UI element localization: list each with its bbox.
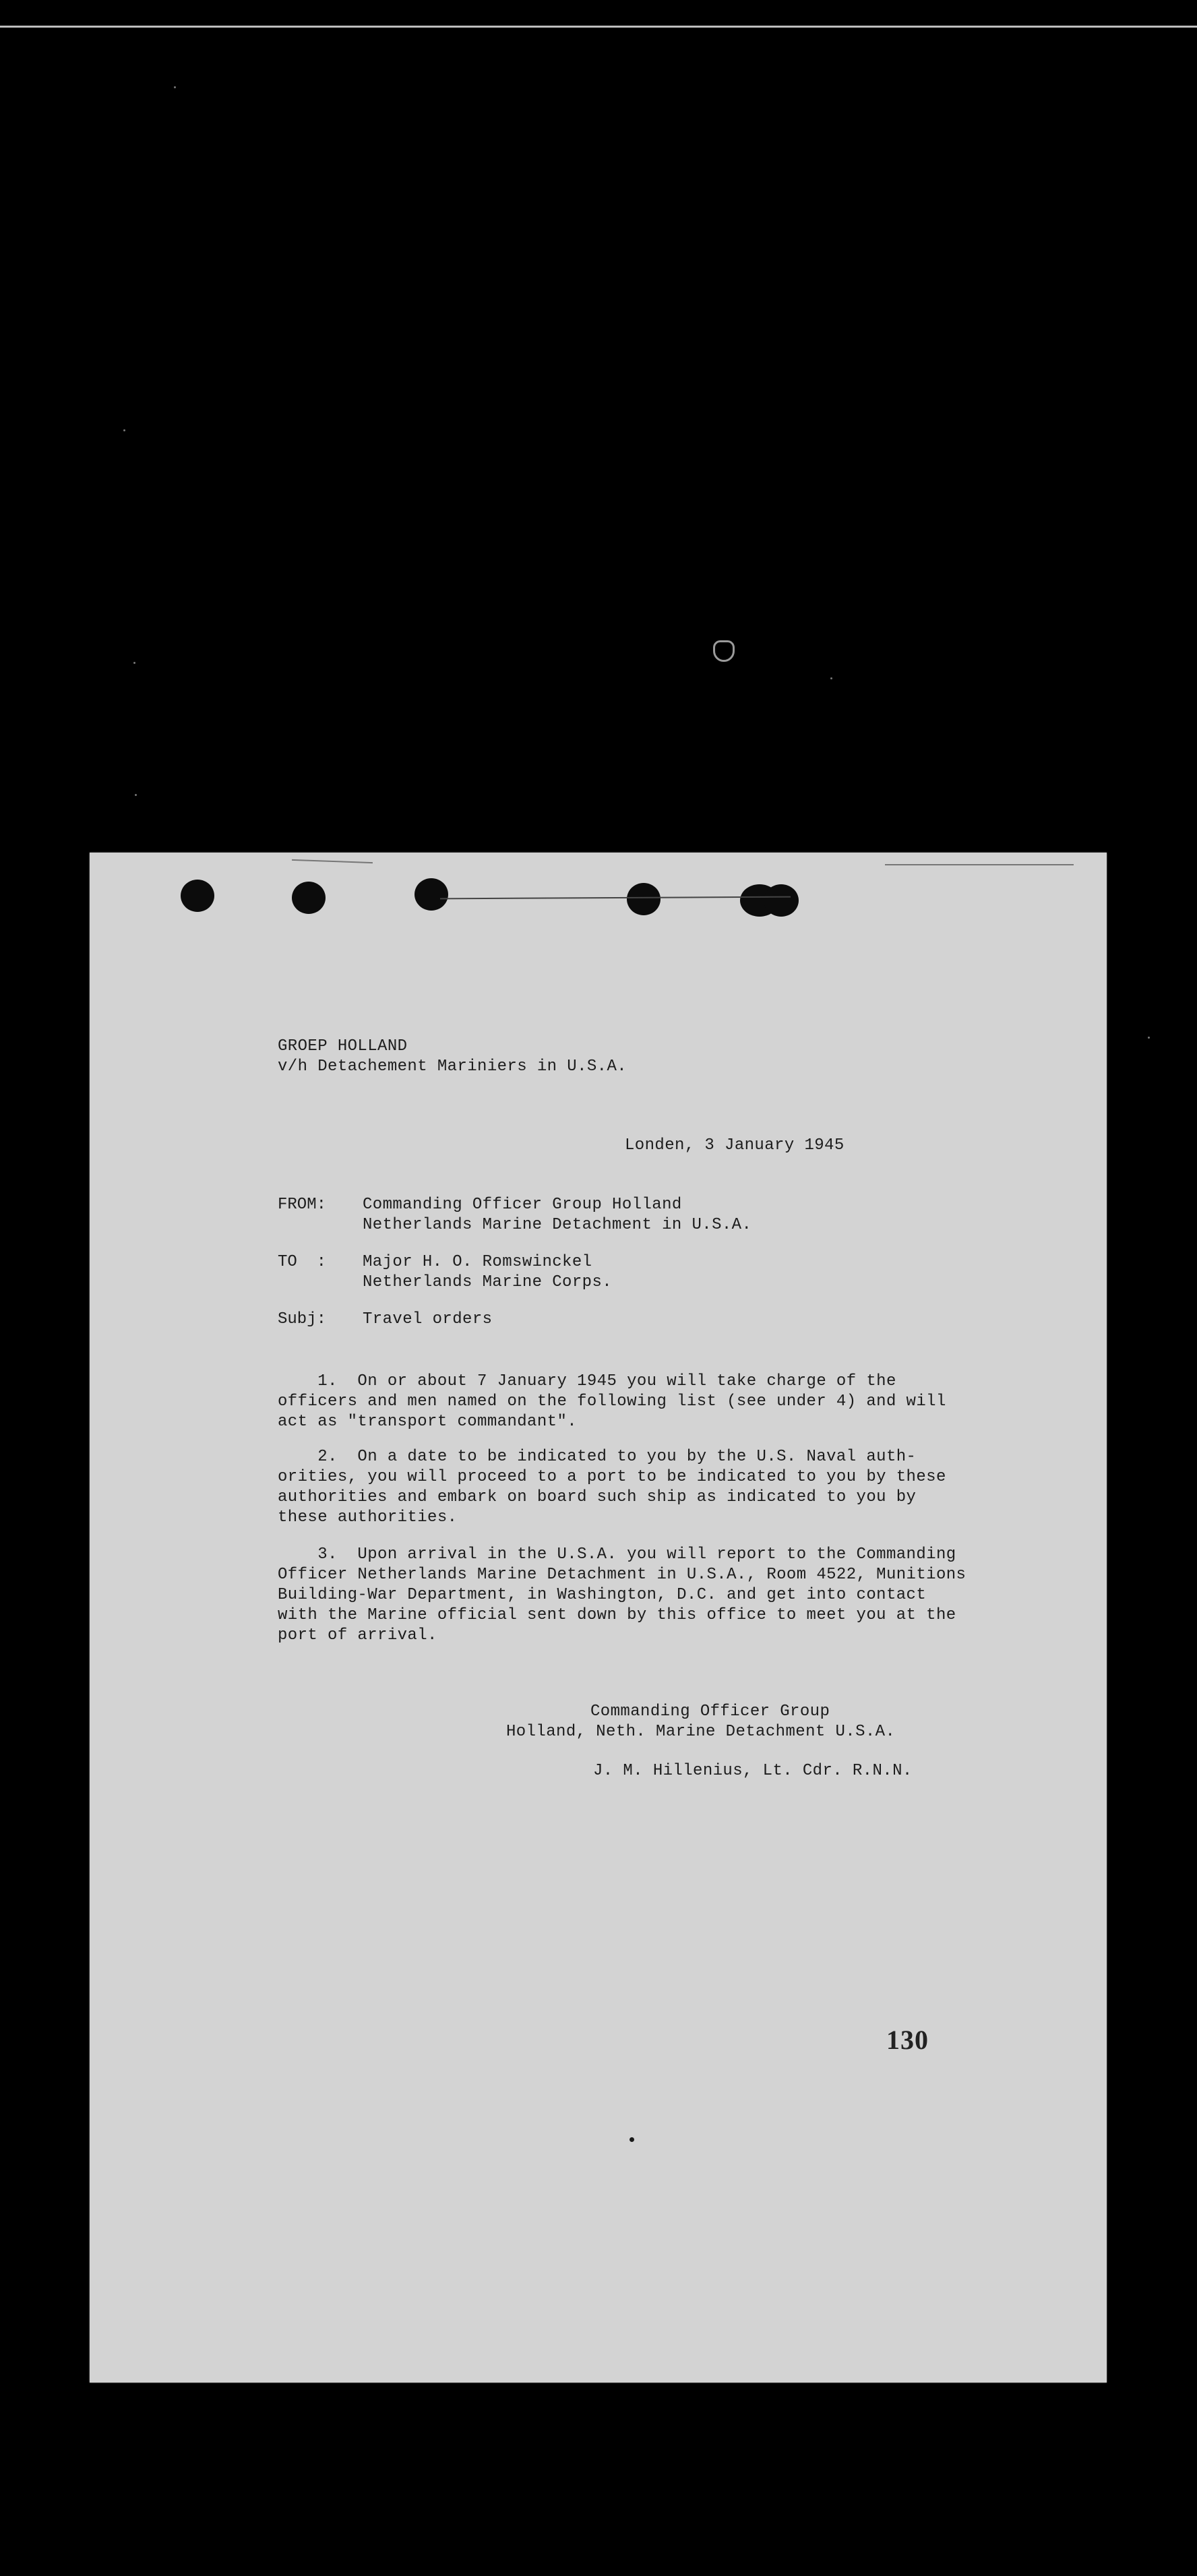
to-label: TO :	[278, 1253, 327, 1271]
from-line-1: Commanding Officer Group Holland	[363, 1196, 682, 1214]
letterhead-line-2: v/h Detachement Mariniers in U.S.A.	[278, 1057, 627, 1076]
signature-line-2: Holland, Neth. Marine Detachment U.S.A.	[506, 1723, 896, 1741]
paragraph-1-line: officers and men named on the following list (see under 4) and will	[278, 1392, 946, 1411]
paragraph-2-line: 2. On a date to be indicated to you by the U.S. Naval auth-	[278, 1448, 917, 1466]
from-label: FROM:	[278, 1196, 327, 1214]
punch-hole	[415, 878, 448, 911]
from-line-2: Netherlands Marine Detachment in U.S.A.	[363, 1216, 752, 1234]
scan-speck	[135, 794, 137, 796]
to-line-1: Major H. O. Romswinckel	[363, 1253, 592, 1271]
paper-crease	[440, 896, 791, 900]
subject-value: Travel orders	[363, 1310, 493, 1328]
paragraph-2-line: authorities and embark on board such ship as indicated to you by	[278, 1488, 917, 1506]
scan-speck	[133, 662, 135, 664]
document-page	[90, 853, 1107, 2383]
paragraph-2-line: orities, you will proceed to a port to be indicated to you by these	[278, 1468, 946, 1486]
paragraph-3-line: port of arrival.	[278, 1626, 437, 1645]
subject-label: Subj:	[278, 1310, 327, 1328]
paper-crease	[885, 864, 1074, 865]
signatory: J. M. Hillenius, Lt. Cdr. R.N.N.	[593, 1762, 913, 1780]
to-line-2: Netherlands Marine Corps.	[363, 1273, 613, 1291]
paragraph-1-line: act as "transport commandant".	[278, 1413, 578, 1431]
scan-top-rule	[0, 26, 1197, 28]
paragraph-2-line: these authorities.	[278, 1508, 458, 1527]
paper-crease	[292, 859, 373, 863]
scan-speck	[174, 86, 176, 88]
scan-speck	[830, 677, 832, 679]
place-date: Londen, 3 January 1945	[625, 1136, 845, 1155]
paragraph-3-line: Building-War Department, in Washington, D.C. and get into contact	[278, 1586, 927, 1604]
punch-hole	[627, 883, 661, 915]
paragraph-3-line: 3. Upon arrival in the U.S.A. you will report to the Commanding	[278, 1545, 956, 1564]
ink-dot	[630, 2137, 634, 2142]
signature-line-1: Commanding Officer Group	[590, 1703, 830, 1721]
page-number: 130	[886, 2025, 929, 2055]
punch-hole	[181, 880, 214, 912]
punch-hole	[292, 882, 326, 914]
punch-hole	[764, 884, 799, 917]
paragraph-3-line: with the Marine official sent down by this office to meet you at the	[278, 1606, 956, 1624]
letterhead-line-1: GROEP HOLLAND	[278, 1037, 408, 1055]
scan-speck	[1148, 1037, 1150, 1039]
scan-mark	[713, 640, 735, 662]
scan-speck	[123, 429, 125, 431]
paragraph-1-line: 1. On or about 7 January 1945 you will take charge of the	[278, 1372, 896, 1390]
paragraph-3-line: Officer Netherlands Marine Detachment in U.S.A., Room 4522, Munitions	[278, 1566, 966, 1584]
